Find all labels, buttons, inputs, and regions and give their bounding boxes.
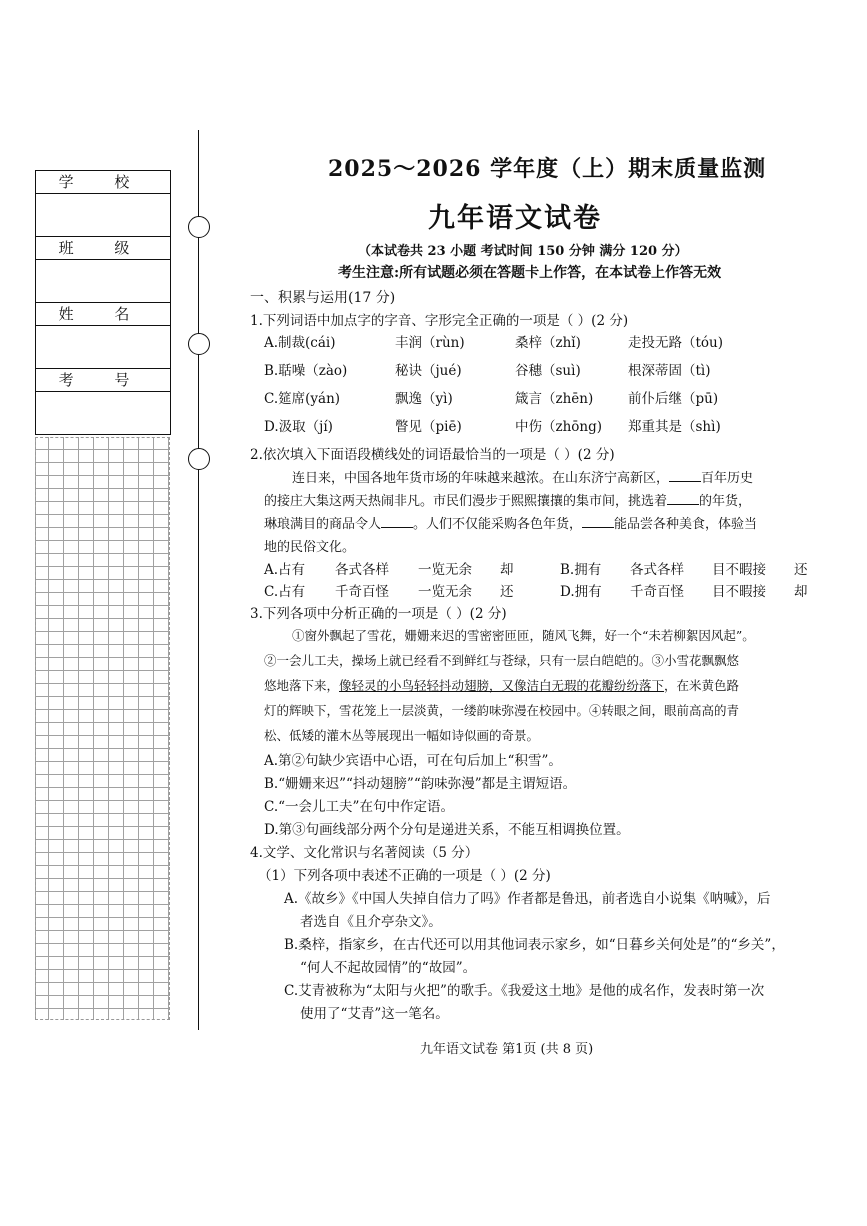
q3-option-b: B.“姗姗来迟”“抖动翅膀”“韵味弥漫”都是主谓短语。 xyxy=(264,776,577,792)
q1-option: 谷穗（suì) xyxy=(515,363,581,379)
q2-option: 各式各样 xyxy=(335,562,389,578)
q2-option: A.占有 xyxy=(264,562,306,578)
q3-option-a: A.第②句缺少宾语中心语，可在句后加上“积雪”。 xyxy=(264,753,562,769)
q2-option: 各式各样 xyxy=(630,562,684,578)
q2-text: 琳琅满目的商品令人 xyxy=(264,517,382,532)
q1-stem: 1.下列词语中加点字的字音、字形完全正确的一项是（ ）(2 分) xyxy=(250,313,629,329)
school-label: 学 校 xyxy=(36,171,170,194)
paper-title: 九年语文试卷 xyxy=(428,203,602,234)
class-field[interactable] xyxy=(36,260,170,303)
q4-option-b-cont: “何人不起故园情”的“故园”。 xyxy=(300,960,477,976)
q2-option: 还 xyxy=(500,584,514,600)
q3-stem: 3.下列各项中分析正确的一项是（ ）(2 分) xyxy=(250,606,507,622)
exam-number-label: 考 号 xyxy=(36,369,170,392)
q1-option: B.聒噪（zào) xyxy=(264,363,348,379)
q2-option: 一览无余 xyxy=(418,562,472,578)
q4-option-b: B.桑梓，指家乡，在古代还可以用其他词表示家乡，如“日暮乡关何处是”的“乡关”， xyxy=(284,937,785,953)
q3-passage-line: ①窗外飘起了雪花，姗姗来迟的雪密密匝匝，随风飞舞，好一个“未若柳絮因风起”。 xyxy=(292,628,755,643)
q2-option: 目不暇接 xyxy=(712,584,766,600)
section-heading: 一、积累与运用(17 分) xyxy=(250,290,396,306)
binding-hole xyxy=(188,333,210,355)
school-field[interactable] xyxy=(36,194,170,237)
binding-hole xyxy=(188,216,210,238)
q4-option-c: C.艾青被称为“太阳与火把”的歌手。《我爱这土地》是他的成名作，发表时第一次 xyxy=(284,983,765,999)
q2-passage-line xyxy=(264,513,757,532)
q2-option: D.拥有 xyxy=(560,584,602,600)
class-label: 班 级 xyxy=(36,237,170,260)
exam-number-grid[interactable] xyxy=(35,437,170,1020)
q2-blank xyxy=(669,469,701,482)
q2-stem: 2.依次填入下面语段横线处的词语最恰当的一项是（ ）(2 分) xyxy=(250,447,615,463)
q1-option: 前仆后继（pū) xyxy=(628,391,719,407)
q2-blank xyxy=(582,515,614,528)
exam-title: 2025～2026 学年度（上）期末质量监测 xyxy=(328,156,767,182)
exam-number-field[interactable] xyxy=(36,392,170,434)
q1-option: 瞥见（piē) xyxy=(395,419,462,435)
q4-option-a-cont: 者选自《且介亭杂文》。 xyxy=(300,914,442,930)
q1-option: D.汲取（jí) xyxy=(264,419,333,435)
name-label: 姓 名 xyxy=(36,303,170,326)
binding-line xyxy=(198,130,199,1030)
q1-option: 郑重其是（shì) xyxy=(628,419,721,435)
name-field[interactable] xyxy=(36,326,170,369)
student-info-table xyxy=(35,170,171,435)
q3-passage-line: ②一会儿工夫，操场上就已经看不到鲜红与苍绿，只有一层白皑皑的。③小雪花飘飘悠 xyxy=(264,653,740,668)
q2-option: 千奇百怪 xyxy=(335,584,389,600)
q4-stem: 4.文学、文化常识与名著阅读（5 分） xyxy=(250,845,479,861)
page-footer: 九年语文试卷 第1页 (共 8 页) xyxy=(420,1042,594,1057)
q2-text: 能品尝各种美食，体验当 xyxy=(614,517,758,532)
q1-option: 走投无路（tóu) xyxy=(628,335,724,351)
q4-option-a: A.《故乡》《中国人失掉自信力了吗》作者都是鲁迅，前者选自小说集《呐喊》，后 xyxy=(284,891,771,907)
q3-passage-line xyxy=(264,676,739,694)
q2-text: 的年货， xyxy=(699,494,752,509)
q1-option: 根深蒂固（tì) xyxy=(628,363,711,379)
q2-option: 一览无余 xyxy=(418,584,472,600)
q3-text: ，在米黄色路 xyxy=(664,678,740,693)
q1-option: 秘诀（jué) xyxy=(395,363,462,379)
exam-meta: （本试卷共 23 小题 考试时间 150 分钟 满分 120 分） xyxy=(358,244,688,259)
q2-blank xyxy=(381,515,413,528)
q1-option: 箴言（zhēn) xyxy=(515,391,594,407)
q2-text: 百年历史 xyxy=(701,471,754,486)
q2-option: 却 xyxy=(794,584,808,600)
q3-text: 悠地落下来， xyxy=(264,678,340,693)
exam-notice: 考生注意:所有试题必须在答题卡上作答，在本试卷上作答无效 xyxy=(338,265,722,281)
q2-text: 。人们不仅能采购各色年货， xyxy=(413,517,583,532)
q2-option: 却 xyxy=(500,562,514,578)
q1-option: 飘逸（yì) xyxy=(395,391,453,407)
q3-passage-line: 灯的辉映下，雪花笼上一层淡黄，一缕韵味弥漫在校园中。④转眼之间，眼前高高的青 xyxy=(264,703,740,718)
q2-option: C.占有 xyxy=(264,584,306,600)
q4-sub1-stem: （1）下列各项中表述不正确的一项是（ ）(2 分) xyxy=(258,868,551,884)
binding-hole xyxy=(188,448,210,470)
q2-text: 连日来，中国各地年货市场的年味越来越浓。在山东济宁高新区， xyxy=(292,471,670,486)
q1-option: 丰润（rùn) xyxy=(395,335,465,351)
q2-option: 目不暇接 xyxy=(712,562,766,578)
q3-option-c: C.“一会儿工夫”在句中作定语。 xyxy=(264,799,454,815)
q1-option: C.筵席(yán) xyxy=(264,391,341,407)
q2-passage-line xyxy=(292,467,753,486)
q2-text: 的接庄大集这两天热闹非凡。市民们漫步于熙熙攘攘的集市间，挑选着 xyxy=(264,494,668,509)
q2-passage-line xyxy=(264,490,751,509)
q4-option-c-cont: 使用了“艾青”这一笔名。 xyxy=(300,1006,449,1022)
q2-option: B.拥有 xyxy=(560,562,602,578)
q1-option: 中伤（zhōng) xyxy=(515,419,603,435)
q2-option: 千奇百怪 xyxy=(630,584,684,600)
q3-passage-line: 松、低矮的灌木丛等展现出一幅如诗似画的奇景。 xyxy=(264,728,540,743)
q1-option: 桑梓（zhǐ) xyxy=(515,335,581,351)
q3-underlined-sentence: 像轻灵的小鸟轻轻抖动翅膀，又像洁白无瑕的花瓣纷纷落下 xyxy=(339,678,665,693)
q2-passage-line: 地的民俗文化。 xyxy=(264,540,356,555)
q3-option-d: D.第③句画线部分两个分句是递进关系，不能互相调换位置。 xyxy=(264,822,630,838)
q2-option: 还 xyxy=(794,562,808,578)
q1-option: A.制裁(cái) xyxy=(264,335,336,351)
q2-blank xyxy=(667,492,699,505)
